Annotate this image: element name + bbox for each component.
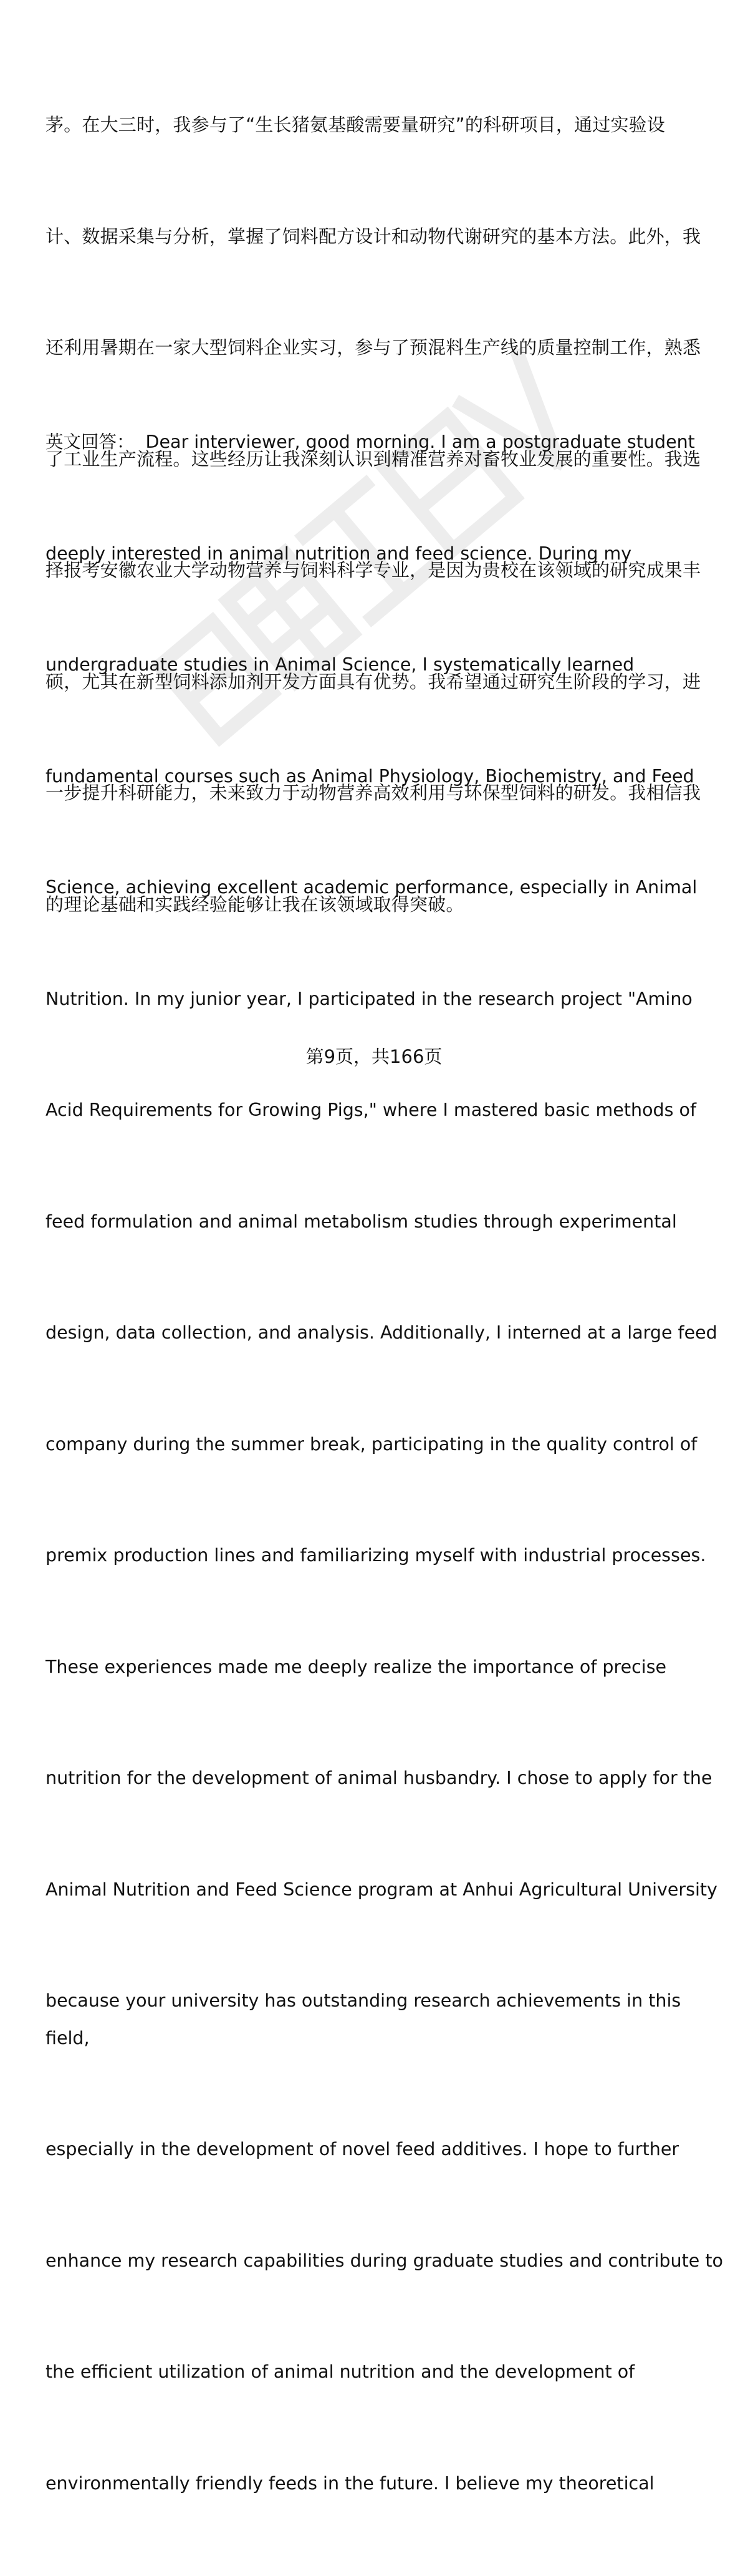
text-line: because your university has outstanding research achievements in this field, [46, 1990, 687, 2048]
text-line: feed formulation and animal metabolism studies through experimental [46, 1211, 677, 1232]
text-line: 硕，尤其在新型饲料添加剂开发方面具有优势。我希望通过研究生阶段的学习，进 [46, 671, 701, 692]
text-line: nutrition for the development of animal husbandry. I chose to apply for the [46, 1768, 712, 1788]
text-line: 还利用暑期在一家大型饲料企业实习，参与了预混料生产线的质量控制工作，熟悉 [46, 337, 701, 358]
text-line: environmentally friendly feeds in the future. I believe my theoretical [46, 2472, 654, 2494]
text-line: Science, achieving excellent academic performance, especially in Animal [46, 877, 698, 898]
english-answer-paragraph [46, 349, 725, 2576]
text-line: the efficient utilization of animal nutrition and the development of [46, 2361, 635, 2382]
text-line: 择报考安徽农业大学动物营养与饲料科学专业，是因为贵校在该领域的研究成果丰 [46, 559, 701, 581]
english-answer-label: 英文回答： [46, 432, 135, 452]
text-line: premix production lines and familiarizing myself with industrial processes. [46, 1545, 706, 1566]
text-line: 一步提升科研能力，未来致力于动物营养高效利用与环保型饲料的研发。我相信我 [46, 782, 701, 803]
text-line [46, 424, 725, 461]
text-line-content: Dear interviewer, good morning. I am a postgraduate student [145, 432, 695, 452]
text-line: 茅。在大三时，我参与了“生长猪氨基酸需要量研究”的科研项目，通过实验设 [46, 114, 666, 135]
text-line: company during the summer break, participating in the quality control of [46, 1433, 698, 1455]
text-line: design, data collection, and analysis. Additionally, I interned at a large feed [46, 1322, 717, 1343]
text-line: undergraduate studies in Animal Science, I systematically learned [46, 654, 635, 675]
text-line: fundamental courses such as Animal Physiology, Biochemistry, and Feed [46, 765, 694, 787]
text-line: enhance my research capabilities during graduate studies and contribute to [46, 2250, 723, 2271]
text-line: Nutrition. In my junior year, I participated in the research project "Amino [46, 988, 693, 1009]
page-number-footer: 第9页，共166页 [305, 1046, 443, 1067]
text-line: 了工业生产流程。这些经历让我深刻认识到精准营养对畜牧业发展的重要性。我选 [46, 448, 701, 470]
text-line: These experiences made me deeply realize the importance of precise [46, 1656, 667, 1677]
text-line: 计、数据采集与分析，掌握了饲料配方设计和动物代谢研究的基本方法。此外，我 [46, 225, 701, 247]
text-line: deeply interested in animal nutrition and feed science. During my [46, 543, 632, 564]
text-line: Acid Requirements for Growing Pigs," where I mastered basic methods of [46, 1100, 696, 1120]
text-line: especially in the development of novel feed additives. I hope to further [46, 2139, 679, 2159]
text-line: 的理论基础和实践经验能够让我在该领域取得突破。 [46, 893, 464, 915]
text-line: Animal Nutrition and Feed Science program at Anhui Agricultural University [46, 1879, 717, 1900]
